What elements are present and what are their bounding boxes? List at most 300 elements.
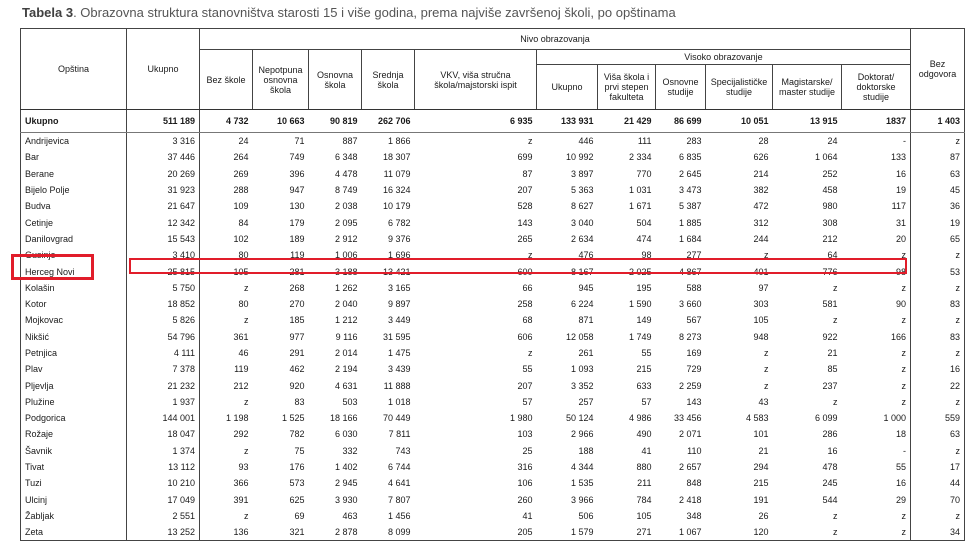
value-cell: 528 (517, 201, 533, 212)
value-cell: z (911, 133, 965, 150)
value-cell: 474 (636, 233, 652, 244)
value-cell: 57 (641, 396, 652, 407)
value-cell: 1837 (842, 110, 911, 133)
value-cell: 215 (753, 478, 769, 489)
municipality-cell: Bar (21, 149, 127, 165)
table-row-total (21, 110, 965, 133)
value-cell: 57 (522, 396, 533, 407)
value-cell: 144 001 (127, 410, 200, 426)
value-cell: z (528, 250, 533, 261)
value-cell: 11 079 (383, 168, 411, 179)
value-cell: 567 (686, 315, 702, 326)
value-cell: 1 064 (814, 152, 838, 163)
value-cell: 1 980 (509, 413, 533, 424)
value-cell: 207 (517, 380, 533, 391)
value-cell: 90 819 (309, 110, 362, 133)
value-cell: 34 (911, 524, 965, 541)
value-cell: 3 040 (570, 217, 594, 228)
value-cell: 743 (395, 445, 411, 456)
value-cell: 21 429 (598, 110, 656, 133)
value-cell: 4 631 (334, 380, 358, 391)
value-cell: 920 (289, 380, 305, 391)
value-cell: 93 (200, 459, 253, 475)
table-row (21, 410, 965, 426)
value-cell: 105 (753, 315, 769, 326)
value-cell: 6 782 (387, 217, 411, 228)
value-cell: 5 363 (570, 185, 594, 196)
municipality-cell: Pljevlja (21, 377, 127, 393)
value-cell: 136 (200, 524, 253, 541)
table-row (21, 508, 965, 524)
value-cell: 16 (827, 445, 838, 456)
value-cell: z (764, 380, 769, 391)
value-cell: 13 421 (382, 266, 411, 277)
value-cell: z (200, 394, 253, 410)
value-cell: 18 166 (329, 413, 358, 424)
value-cell: 176 (289, 462, 305, 473)
value-cell: 2 645 (678, 168, 702, 179)
value-cell: 770 (636, 168, 652, 179)
value-cell: 887 (342, 136, 358, 147)
table-row (21, 329, 965, 345)
value-cell: 1 885 (678, 217, 702, 228)
value-cell: 149 (636, 315, 652, 326)
value-cell: 504 (636, 217, 652, 228)
value-cell: 2 095 (334, 217, 358, 228)
value-cell: 179 (289, 217, 305, 228)
value-cell: 106 (517, 478, 533, 489)
value-cell: 97 (758, 282, 769, 293)
table-row (21, 361, 965, 377)
value-cell: 588 (686, 282, 702, 293)
value-cell: 1 535 (570, 478, 594, 489)
value-cell: z (833, 510, 838, 521)
value-cell: 947 (289, 185, 305, 196)
municipality-cell: Herceg Novi (21, 263, 127, 279)
value-cell: 294 (753, 462, 769, 473)
value-cell: 277 (686, 250, 702, 261)
value-cell: 3 316 (127, 133, 200, 150)
value-cell: 54 796 (127, 329, 200, 345)
municipality-cell: Bijelo Polje (21, 182, 127, 198)
table-row (21, 394, 965, 410)
municipality-cell: Rožaje (21, 426, 127, 442)
value-cell: 8 099 (362, 524, 415, 541)
value-cell: z (911, 443, 965, 459)
value-cell: z (528, 136, 533, 147)
value-cell: z (911, 280, 965, 296)
value-cell: 3 165 (387, 282, 411, 293)
value-cell: 268 (289, 282, 305, 293)
value-cell: 281 (289, 266, 305, 277)
value-cell: 80 (200, 247, 253, 263)
value-cell: 133 931 (537, 110, 598, 133)
value-cell: 65 (911, 231, 965, 247)
value-cell: 44 (911, 475, 965, 491)
value-cell: 1 000 (883, 413, 906, 424)
value-cell: 26 (758, 510, 769, 521)
value-cell: 1 403 (911, 110, 965, 133)
value-cell: 105 (636, 510, 652, 521)
header-col-master: Magistarske/ master studije (773, 65, 842, 110)
value-cell: 55 (641, 348, 652, 358)
value-cell: z (911, 247, 965, 263)
value-cell: 84 (200, 214, 253, 230)
value-cell: 71 (294, 136, 305, 147)
municipality-cell: Cetinje (21, 214, 127, 230)
value-cell: 265 (517, 233, 533, 244)
value-cell: 292 (200, 426, 253, 442)
value-cell: 1 749 (628, 331, 652, 342)
value-cell: 22 (911, 377, 965, 393)
value-cell: 2 912 (334, 233, 358, 244)
value-cell: 559 (911, 410, 965, 426)
value-cell: 977 (289, 331, 305, 342)
value-cell: 396 (289, 168, 305, 179)
value-cell: 271 (598, 524, 656, 541)
value-cell: z (901, 380, 906, 391)
value-cell: 1 262 (334, 282, 358, 293)
header-no-answer: Bez odgovora (911, 29, 965, 110)
value-cell: 2 040 (334, 299, 358, 310)
value-cell: 63 (911, 426, 965, 442)
value-cell: z (764, 348, 769, 358)
value-cell: z (901, 250, 906, 261)
value-cell: 511 189 (127, 110, 200, 133)
value-cell: 3 930 (334, 494, 358, 505)
value-cell: 3 188 (334, 266, 358, 277)
value-cell: 391 (200, 492, 253, 508)
header-col-secondary: Srednja škola (362, 50, 415, 110)
header-col-college: Viša škola i prvi stepen fakulteta (598, 65, 656, 110)
education-table (20, 28, 965, 541)
value-cell: 626 (753, 152, 769, 163)
value-cell: 195 (636, 282, 652, 293)
value-cell: 212 (200, 377, 253, 393)
municipality-cell: Zeta (21, 524, 127, 541)
value-cell: 9 376 (387, 233, 411, 244)
table-row (21, 247, 965, 263)
value-cell: 5 826 (127, 312, 200, 328)
value-cell: 75 (294, 445, 305, 456)
table-row (21, 312, 965, 328)
value-cell: 1 212 (334, 315, 358, 326)
value-cell: 476 (578, 250, 594, 261)
value-cell: 312 (753, 217, 769, 228)
value-cell: 8 627 (570, 201, 594, 212)
value-cell: 31 (895, 217, 906, 228)
municipality-cell: Podgorica (21, 410, 127, 426)
value-cell: 6 744 (387, 462, 411, 473)
value-cell: 83 (294, 396, 305, 407)
value-cell: 18 (895, 429, 906, 440)
value-cell: 12 342 (127, 214, 200, 230)
municipality-cell: Budva (21, 198, 127, 214)
value-cell: 21 (758, 445, 769, 456)
value-cell: 3 352 (570, 380, 594, 391)
value-cell: 119 (290, 250, 305, 261)
value-cell: 544 (822, 494, 838, 505)
value-cell: 600 (517, 266, 533, 277)
value-cell: 2 025 (628, 266, 652, 277)
value-cell: 462 (289, 364, 305, 375)
value-cell: 2 194 (334, 364, 358, 375)
value-cell: 1 006 (334, 250, 358, 261)
value-cell: 166 (890, 331, 906, 342)
table-row (21, 377, 965, 393)
table-row (21, 296, 965, 312)
value-cell: z (901, 348, 906, 358)
value-cell: 1 866 (387, 136, 411, 147)
municipality-cell: Ulcinj (21, 492, 127, 508)
value-cell: 83 (911, 329, 965, 345)
value-cell: 573 (289, 478, 305, 489)
value-cell: 581 (822, 299, 838, 310)
value-cell: 43 (758, 396, 769, 407)
value-cell: 871 (578, 315, 594, 326)
value-cell: 2 634 (570, 233, 594, 244)
value-cell: 458 (822, 185, 838, 196)
value-cell: 68 (522, 315, 533, 326)
value-cell: 258 (517, 299, 533, 310)
value-cell: 16 324 (382, 185, 411, 196)
value-cell: 191 (753, 494, 769, 505)
value-cell: 117 (891, 201, 906, 212)
value-cell: 2 259 (678, 380, 702, 391)
value-cell: 1 456 (387, 510, 411, 521)
value-cell: 308 (822, 217, 838, 228)
value-cell: 245 (822, 478, 838, 489)
value-cell: 503 (342, 396, 358, 407)
value-cell: z (833, 315, 838, 326)
header-total: Ukupno (127, 29, 200, 110)
value-cell: 12 058 (565, 331, 594, 342)
value-cell: 87 (522, 168, 533, 179)
value-cell: 215 (636, 364, 652, 375)
municipality-cell: Nikšić (21, 329, 127, 345)
value-cell: z (833, 396, 838, 407)
value-cell: 110 (687, 445, 702, 456)
value-cell: 70 449 (382, 413, 411, 424)
value-cell: 28 (758, 136, 769, 147)
value-cell: 98 (895, 266, 906, 277)
value-cell: 1 402 (334, 462, 358, 473)
value-cell: 3 410 (127, 247, 200, 263)
value-cell: 1 696 (387, 250, 411, 261)
value-cell: 2 966 (570, 429, 594, 440)
value-cell: 37 446 (127, 149, 200, 165)
municipality-cell: Šavnik (21, 443, 127, 459)
value-cell: 252 (822, 168, 838, 179)
value-cell: z (901, 282, 906, 293)
header-col-bachelor: Osnovne studije (656, 65, 706, 110)
table-row (21, 280, 965, 296)
value-cell: 749 (289, 152, 305, 163)
value-cell: 1 067 (656, 524, 706, 541)
municipality-cell: Tivat (21, 459, 127, 475)
value-cell: 776 (822, 266, 838, 277)
value-cell: 31 595 (382, 331, 411, 342)
value-cell: 19 (895, 185, 906, 196)
table-row (21, 133, 965, 150)
value-cell: 90 (895, 299, 906, 310)
value-cell: 1 198 (200, 410, 253, 426)
value-cell: 1 590 (628, 299, 652, 310)
value-cell: 8 273 (678, 331, 702, 342)
value-cell: z (901, 364, 906, 375)
value-cell: 83 (911, 296, 965, 312)
value-cell: z (200, 312, 253, 328)
table-row (21, 182, 965, 198)
value-cell: 105 (200, 263, 253, 279)
value-cell: 69 (294, 510, 305, 521)
value-cell: 1 018 (387, 396, 411, 407)
value-cell: 7 378 (127, 361, 200, 377)
value-cell: 1 525 (281, 413, 305, 424)
value-cell: 3 966 (570, 494, 594, 505)
value-cell: 8 167 (570, 266, 594, 277)
value-cell: 18 307 (382, 152, 411, 163)
value-cell: 188 (578, 445, 594, 456)
value-cell: 472 (753, 201, 769, 212)
value-cell: 205 (415, 524, 537, 541)
municipality-cell: Ukupno (21, 110, 127, 133)
value-cell: 41 (522, 510, 533, 521)
value-cell: 10 210 (127, 475, 200, 491)
value-cell: 283 (686, 136, 702, 147)
value-cell: z (901, 510, 906, 521)
municipality-cell: Kolašin (21, 280, 127, 296)
value-cell: 1 374 (127, 443, 200, 459)
municipality-cell: Plav (21, 361, 127, 377)
value-cell: 1 671 (628, 201, 652, 212)
value-cell: 6 835 (678, 152, 702, 163)
value-cell: 2 551 (127, 508, 200, 524)
value-cell: z (764, 250, 769, 261)
value-cell: 6 935 (415, 110, 537, 133)
municipality-cell: Gusinje (21, 247, 127, 263)
table-caption: . Obrazovna struktura stanovništva starosti 15 i više godina, prema najviše završenoj školi, po opštinama (73, 5, 676, 20)
table-title (22, 5, 676, 20)
municipality-cell: Tuzi (21, 475, 127, 491)
table-row (21, 443, 965, 459)
municipality-cell: Kotor (21, 296, 127, 312)
value-cell: 3 897 (570, 168, 594, 179)
value-cell: 332 (342, 445, 358, 456)
value-cell: z (200, 508, 253, 524)
value-cell: z (911, 394, 965, 410)
value-cell: z (911, 312, 965, 328)
value-cell: 2 014 (334, 348, 358, 358)
value-cell: 17 049 (127, 492, 200, 508)
table-row (21, 492, 965, 508)
value-cell: 9 116 (335, 331, 358, 342)
value-cell: 3 660 (678, 299, 702, 310)
value-cell: 25 (522, 445, 533, 456)
value-cell: z (911, 508, 965, 524)
value-cell: z (200, 280, 253, 296)
value-cell: 66 (522, 282, 533, 293)
value-cell: z (842, 524, 911, 541)
value-cell: 5 387 (678, 201, 702, 212)
value-cell: 4 867 (678, 266, 702, 277)
value-cell: 45 (911, 182, 965, 198)
table-number: Tabela 3 (22, 5, 74, 20)
value-cell: 1 937 (127, 394, 200, 410)
value-cell: 506 (578, 510, 594, 521)
value-cell: 286 (822, 429, 838, 440)
value-cell: 53 (911, 263, 965, 279)
value-cell: 606 (517, 331, 533, 342)
table-row (21, 426, 965, 442)
value-cell: 2 878 (309, 524, 362, 541)
value-cell: 33 456 (673, 413, 702, 424)
value-cell: 15 543 (127, 231, 200, 247)
value-cell: 269 (200, 166, 253, 182)
value-cell: 699 (517, 152, 533, 163)
municipality-cell: Andrijevica (21, 133, 127, 150)
table-row (21, 198, 965, 214)
value-cell: 101 (753, 429, 769, 440)
value-cell: 1 475 (387, 348, 411, 358)
value-cell: 303 (753, 299, 769, 310)
value-cell: 120 (706, 524, 773, 541)
value-cell: 16 (911, 361, 965, 377)
value-cell: 4 344 (570, 462, 594, 473)
value-cell: 31 923 (127, 182, 200, 198)
value-cell: 7 807 (387, 494, 411, 505)
value-cell: 3 473 (678, 185, 702, 196)
header-col-primary: Osnovna škola (309, 50, 362, 110)
header-higher-education: Visoko obrazovanje (537, 50, 911, 65)
value-cell: 316 (517, 462, 533, 473)
value-cell: 401 (753, 266, 769, 277)
value-cell: 260 (517, 494, 533, 505)
value-cell: 41 (641, 445, 652, 456)
table-row (21, 263, 965, 279)
table-row (21, 149, 965, 165)
table-row (21, 214, 965, 230)
value-cell: 10 179 (382, 201, 411, 212)
header-col-vocational: VKV, viša stručna škola/majstorski ispit (415, 50, 537, 110)
value-cell: 185 (289, 315, 305, 326)
value-cell: 9 897 (387, 299, 411, 310)
value-cell: z (200, 443, 253, 459)
value-cell: 8 749 (334, 185, 358, 196)
value-cell: 270 (289, 299, 305, 310)
value-cell: 103 (517, 429, 533, 440)
value-cell: 366 (200, 475, 253, 491)
value-cell: 291 (289, 348, 305, 358)
value-cell: 1 579 (537, 524, 598, 541)
table-row (21, 345, 965, 361)
value-cell: 3 449 (387, 315, 411, 326)
value-cell: 21 (827, 348, 838, 358)
value-cell: 10 051 (706, 110, 773, 133)
value-cell: 109 (200, 198, 253, 214)
value-cell: 782 (289, 429, 305, 440)
header-education-level: Nivo obrazovanja (200, 29, 911, 50)
value-cell: 13 252 (127, 524, 200, 541)
municipality-cell: Petnjica (21, 345, 127, 361)
value-cell: 2 038 (334, 201, 358, 212)
value-cell: 288 (200, 182, 253, 198)
value-cell: 85 (827, 364, 838, 375)
value-cell: 143 (686, 396, 702, 407)
value-cell: 980 (822, 201, 838, 212)
value-cell: 46 (200, 345, 253, 361)
value-cell: 55 (895, 462, 906, 473)
